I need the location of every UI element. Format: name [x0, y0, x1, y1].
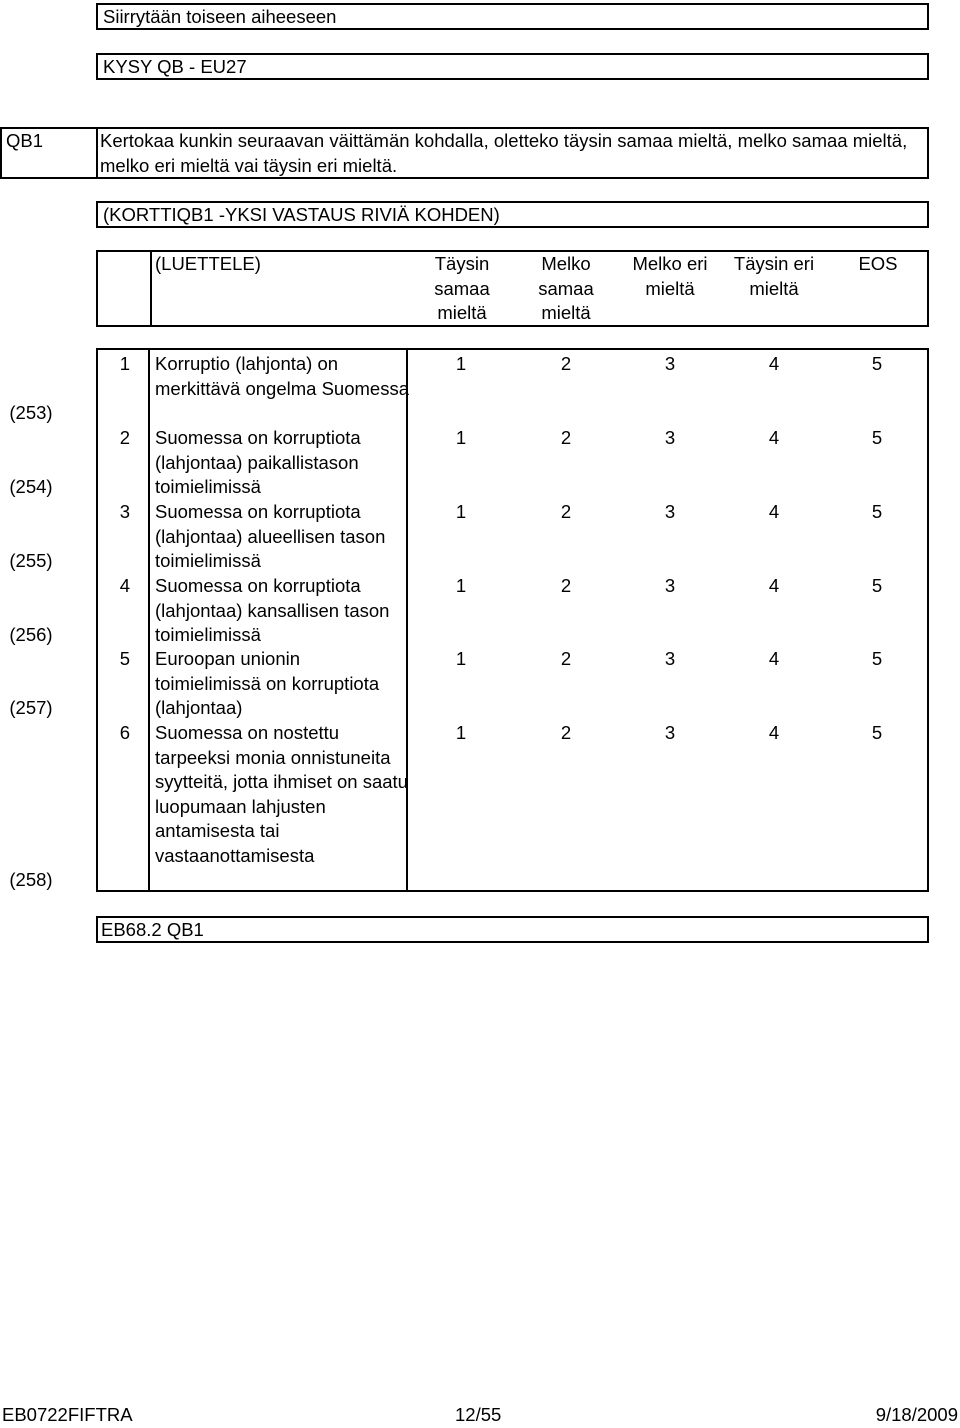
- option-2: 2: [560, 722, 572, 743]
- source-label: EB68.2 QB1: [101, 919, 204, 940]
- question-divider: [96, 129, 98, 177]
- option-1: 1: [455, 648, 467, 669]
- option-4: 4: [768, 353, 780, 374]
- list-label: (LUETTELE): [155, 253, 261, 274]
- item-number: 2: [119, 427, 130, 448]
- footer-date: 9/18/2009: [875, 1404, 958, 1425]
- option-4: 4: [768, 575, 780, 596]
- option-5: 5: [871, 427, 883, 448]
- option-2: 2: [560, 353, 572, 374]
- option-3: 3: [664, 501, 676, 522]
- section-label: Siirrytään toiseen aiheeseen: [103, 6, 337, 27]
- option-2: 2: [560, 501, 572, 522]
- item-text: Euroopan unionin toimielimissä on korruptiota (lahjontaa): [155, 648, 380, 718]
- column-header-1: Täysin samaa mieltä: [434, 253, 490, 323]
- instruction-text: (KORTTIQB1 -YKSI VASTAUS RIVIÄ KOHDEN): [103, 204, 500, 225]
- source-box: [96, 916, 929, 943]
- option-3: 3: [664, 353, 676, 374]
- option-5: 5: [871, 353, 883, 374]
- column-header-2: Melko samaa mieltä: [538, 253, 594, 323]
- variable-code: (256): [9, 624, 53, 645]
- option-2: 2: [560, 427, 572, 448]
- variable-code: (258): [9, 869, 53, 890]
- variable-code: (254): [9, 476, 53, 497]
- variable-code: (253): [9, 402, 53, 423]
- item-number: 1: [119, 353, 130, 374]
- variable-code: (257): [9, 697, 53, 718]
- variable-code: (255): [9, 550, 53, 571]
- option-4: 4: [768, 501, 780, 522]
- item-text: Suomessa on korruptiota (lahjontaa) alueellisen tason toimielimissä: [155, 501, 386, 571]
- items-number-divider: [148, 348, 150, 892]
- option-2: 2: [560, 648, 572, 669]
- option-3: 3: [664, 648, 676, 669]
- option-1: 1: [455, 427, 467, 448]
- column-header-5: EOS: [858, 253, 898, 274]
- item-text: Suomessa on korruptiota (lahjontaa) kansallisen tason toimielimissä: [155, 575, 390, 645]
- option-1: 1: [455, 722, 467, 743]
- option-1: 1: [455, 353, 467, 374]
- column-header-divider: [150, 252, 152, 325]
- option-3: 3: [664, 722, 676, 743]
- question-id: QB1: [6, 130, 44, 151]
- question-text: Kertokaa kunkin seuraavan väittämän kohdalla, oletteko täysin samaa mieltä, melko samaa mieltä, melko eri mieltä vai täysin eri mieltä.: [100, 130, 908, 176]
- option-2: 2: [560, 575, 572, 596]
- column-header-4: Täysin eri mieltä: [733, 253, 815, 299]
- column-header-3: Melko eri mieltä: [632, 253, 708, 299]
- option-3: 3: [664, 575, 676, 596]
- option-1: 1: [455, 575, 467, 596]
- footer-page-number: 12/55: [455, 1404, 502, 1425]
- option-4: 4: [768, 722, 780, 743]
- footer-doc-id: EB0722FIFTRA: [2, 1404, 133, 1425]
- option-5: 5: [871, 722, 883, 743]
- item-number: 3: [119, 501, 130, 522]
- option-5: 5: [871, 501, 883, 522]
- option-1: 1: [455, 501, 467, 522]
- item-number: 6: [119, 722, 130, 743]
- survey-header-box: [96, 53, 929, 80]
- survey-label: KYSY QB - EU27: [103, 56, 247, 77]
- section-header-box: [96, 3, 929, 30]
- item-text: Korruptio (lahjonta) on merkittävä ongelma Suomessa: [155, 353, 409, 399]
- option-3: 3: [664, 427, 676, 448]
- option-5: 5: [871, 575, 883, 596]
- item-text: Suomessa on nostettu tarpeeksi monia onnistuneita syytteitä, jotta ihmiset on saatu luopumaan lahjusten antamisesta tai vastaanottamisesta: [155, 722, 408, 866]
- option-5: 5: [871, 648, 883, 669]
- item-text: Suomessa on korruptiota (lahjontaa) paikallistason toimielimissä: [155, 427, 361, 497]
- option-4: 4: [768, 427, 780, 448]
- instruction-box: [96, 201, 929, 228]
- item-number: 5: [119, 648, 130, 669]
- item-number: 4: [119, 575, 130, 596]
- option-4: 4: [768, 648, 780, 669]
